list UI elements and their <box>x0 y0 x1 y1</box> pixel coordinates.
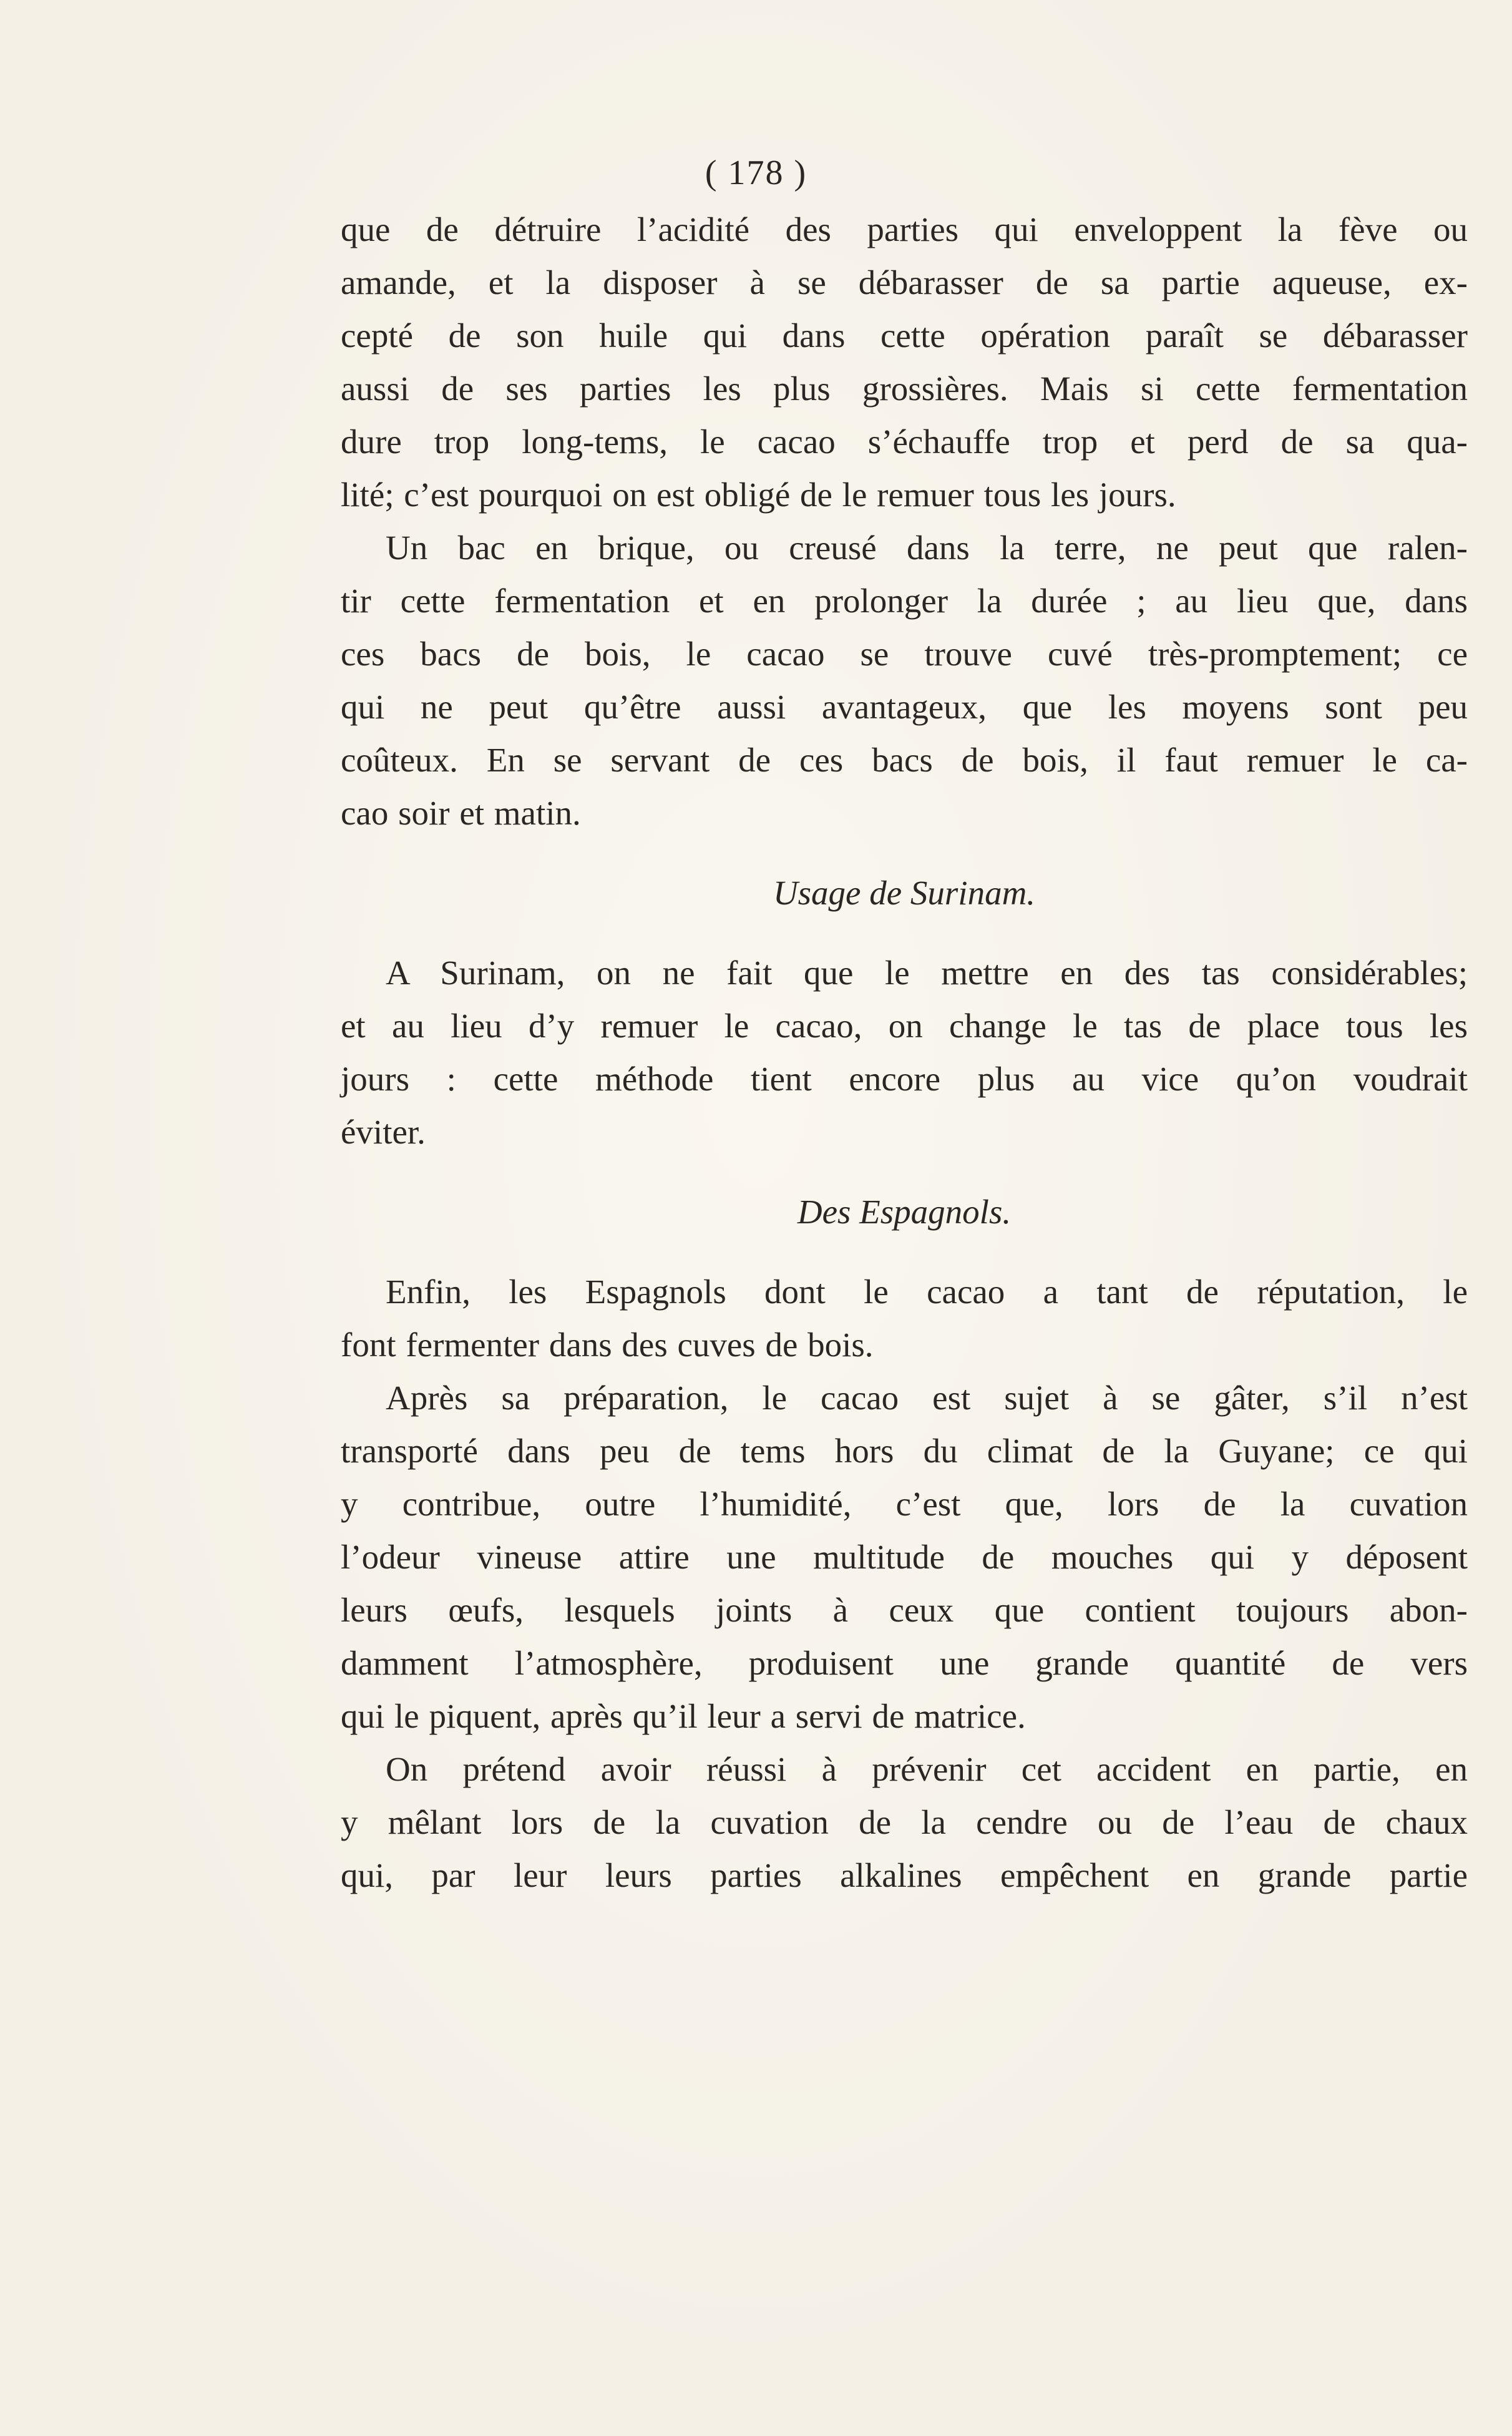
section-heading-surinam: Usage de Surinam. <box>773 874 1036 912</box>
text-line: jours : cette méthode tient encore plus au vice qu’on voudrait <box>341 1060 1468 1098</box>
paragraph <box>341 1265 1468 1371</box>
text-line: qui ne peut qu’être aussi avantageux, que les moyens sont peu <box>341 688 1468 726</box>
paragraph <box>341 521 1468 839</box>
text-line: ces bacs de bois, le cacao se trouve cuvé très-promptement; ce <box>341 635 1468 673</box>
text-line: damment l’atmosphère, produisent une grande quantité de vers <box>341 1644 1468 1682</box>
page-number: ( 178 ) <box>705 154 807 192</box>
section-heading-espagnols: Des Espagnols. <box>797 1193 1012 1231</box>
text-line: y mêlant lors de la cuvation de la cendre ou de l’eau de chaux <box>341 1803 1468 1841</box>
paragraph <box>341 203 1468 521</box>
text-line: Après sa préparation, le cacao est sujet à se gâter, s’il n’est <box>386 1379 1468 1417</box>
text-line: tir cette fermentation et en prolonger la durée ; au lieu que, dans <box>341 582 1468 620</box>
text-line: lité; c’est pourquoi on est obligé de le remuer tous les jours. <box>341 476 1176 514</box>
text-line: qui le piquent, après qu’il leur a servi de matrice. <box>341 1697 1026 1735</box>
text-line: A Surinam, on ne fait que le mettre en des tas considérables; <box>386 954 1468 992</box>
page-text <box>341 203 1468 1902</box>
text-line: coûteux. En se servant de ces bacs de bois, il faut remuer le ca- <box>341 741 1468 779</box>
text-line: transporté dans peu de tems hors du climat de la Guyane; ce qui <box>341 1432 1468 1470</box>
text-line: et au lieu d’y remuer le cacao, on change le tas de place tous les <box>341 1007 1468 1045</box>
paragraph <box>341 946 1468 1158</box>
text-line: y contribue, outre l’humidité, c’est que, lors de la cuvation <box>341 1485 1468 1523</box>
text-line: dure trop long-tems, le cacao s’échauffe trop et perd de sa qua- <box>341 423 1468 461</box>
text-line: cepté de son huile qui dans cette opération paraît se débarasser <box>341 316 1468 355</box>
text-line: cao soir et matin. <box>341 794 581 832</box>
text-line: Enfin, les Espagnols dont le cacao a tant de réputation, le <box>386 1273 1468 1311</box>
text-line: amande, et la disposer à se débarasser de sa partie aqueuse, ex- <box>341 263 1468 301</box>
text-line: qui, par leur leurs parties alkalines empêchent en grande partie <box>341 1856 1468 1894</box>
paragraph <box>341 1743 1468 1902</box>
text-line: On prétend avoir réussi à prévenir cet accident en partie, en <box>386 1750 1468 1788</box>
text-line: l’odeur vineuse attire une multitude de mouches qui y déposent <box>341 1538 1468 1576</box>
text-line: leurs œufs, lesquels joints à ceux que contient toujours abon- <box>341 1591 1468 1629</box>
text-line: font fermenter dans des cuves de bois. <box>341 1326 874 1364</box>
text-line: que de détruire l’acidité des parties qui enveloppent la fève ou <box>341 210 1468 248</box>
paragraph <box>341 1371 1468 1743</box>
text-line: éviter. <box>341 1113 426 1151</box>
text-line: aussi de ses parties les plus grossières. Mais si cette fermentation <box>341 369 1468 408</box>
text-line: Un bac en brique, ou creusé dans la terre, ne peut que ralen- <box>386 529 1468 567</box>
